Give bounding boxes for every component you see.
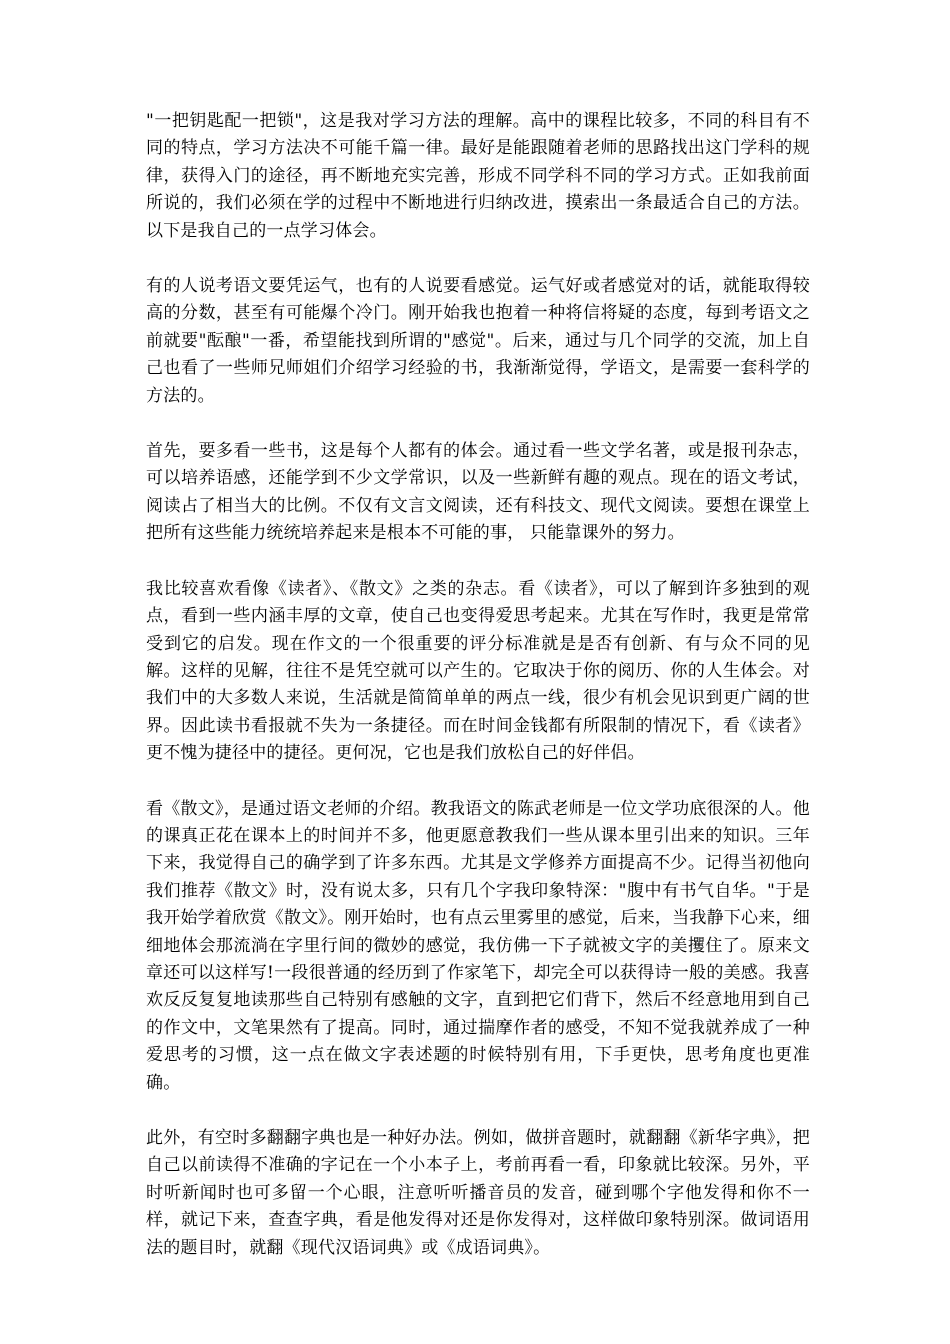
paragraph-6: 此外，有空时多翻翻字典也是一种好办法。例如，做拼音题时，就翻翻《新华字典》，把自己以前读得不准确的字记在一个小本子上，考前再看一看，印象就比较深。另外，平时听新闻时也可多留一个心眼，注意听听播音员的发音，碰到哪个字他发得和你不一样，就记下来，查查字典，看是他发得对还是你发得对，这样做印象特别深。做词语用法的题目时，就翻《现代汉语词典》或《成语词典》。: [146, 1128, 810, 1258]
paragraph-1: "一把钥匙配一把锁"，这是我对学习方法的理解。高中的课程比较多，不同的科目有不同的特点，学习方法决不可能千篇一律。最好是能跟随着老师的思路找出这门学科的规律，获得入门的途径，再不断地充实完善，形成不同学科不同的学习方式。正如我前面所说的，我们必须在学的过程中不断地进行归纳改进，摸索出一条最适合自己的方法。以下是我自己的一点学习体会。: [146, 111, 810, 241]
paragraph-5: 看《散文》，是通过语文老师的介绍。教我语文的陈武老师是一位文学功底很深的人。他的课真正花在课本上的时间并不多，他更愿意教我们一些从课本里引出来的知识。三年下来，我觉得自己的确学到了许多东西。尤其是文学修养方面提高不少。记得当初他向我们推荐《散文》时，没有说太多，只有几个字我印象特深："腹中有书气自华。"于是我开始学着欣赏《散文》。刚开始时，也有点云里雾里的感觉，后来，当我静下心来，细细地体会那流淌在字里行间的微妙的感觉，我仿佛一下子就被文字的美攫住了。原来文章还可以这样写!一段很普通的经历到了作家笔下，却完全可以获得诗一般的美感。我喜欢反反复复地读那些自己特别有感触的文字，直到把它们背下，然后不经意地用到自己的作文中，文笔果然有了提高。同时，通过揣摩作者的感受，不知不觉我就养成了一种爱思考的习惯，这一点在做文字表述题的时候特别有用，下手更快，思考角度也更准确。: [146, 798, 810, 1093]
document-page: [146, 108, 810, 1290]
paragraph-2: 有的人说考语文要凭运气，也有的人说要看感觉。运气好或者感觉对的话，就能取得较高的分数，甚至有可能爆个冷门。刚开始我也抱着一种将信将疑的态度，每到考语文之前就要"酝酿"一番，希望能找到所谓的"感觉"。后来，通过与几个同学的交流，加上自己也看了一些师兄师姐们介绍学习经验的书，我渐渐觉得，学语文，是需要一套科学的方法的。: [146, 276, 810, 406]
paragraph-4: 我比较喜欢看像《读者》、《散文》之类的杂志。看《读者》，可以了解到许多独到的观点，看到一些内涵丰厚的文章，使自己也变得爱思考起来。尤其在写作时，我更是常常受到它的启发。现在作文的一个很重要的评分标准就是是否有创新、有与众不同的见解。这样的见解，往往不是凭空就可以产生的。它取决于你的阅历、你的人生体会。对我们中的大多数人来说，生活就是简简单单的两点一线，很少有机会见识到更广阔的世界。因此读书看报就不失为一条捷径。而在时间金钱都有所限制的情况下，看《读者》更不愧为捷径中的捷径。更何况，它也是我们放松自己的好伴侣。: [146, 578, 810, 764]
paragraph-3: 首先，要多看一些书，这是每个人都有的体会。通过看一些文学名著，或是报刊杂志，可以培养语感，还能学到不少文学常识，以及一些新鲜有趣的观点。现在的语文考试，阅读占了相当大的比例。不仅有文言文阅读，还有科技文、现代文阅读。要想在课堂上把所有这些能力统统培养起来是根本不可能的事， 只能靠课外的努力。: [146, 441, 810, 544]
